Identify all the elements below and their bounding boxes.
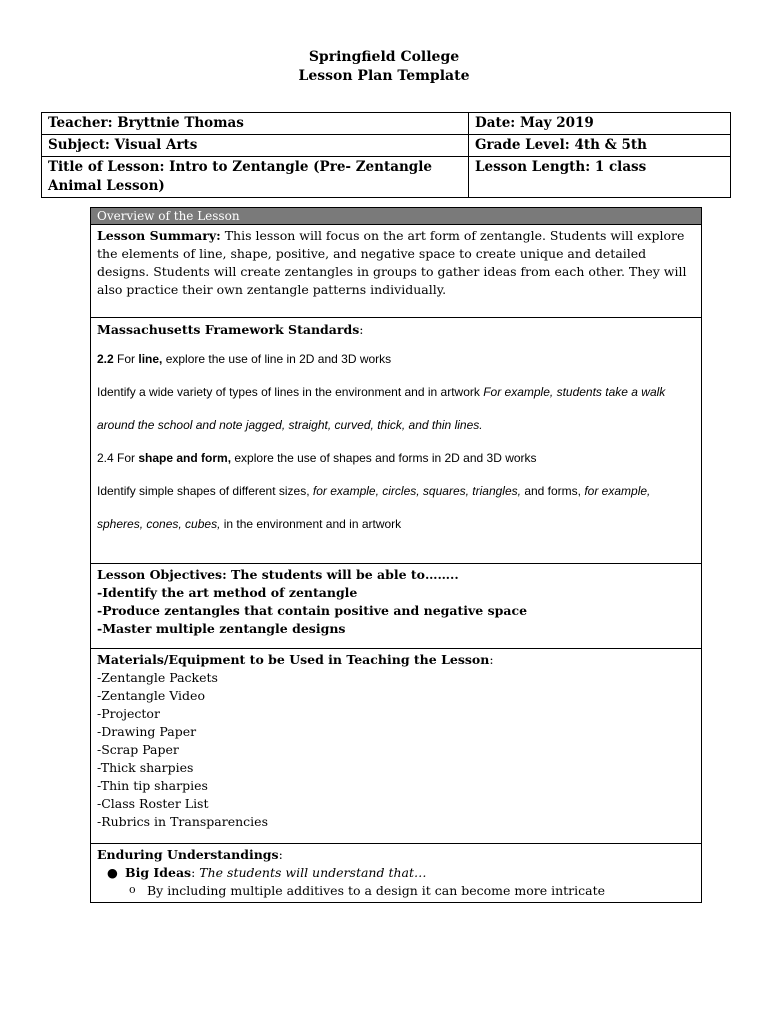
standard-2-2-detail [97,384,695,400]
standard-example: For example, students take a walk [483,385,666,399]
enduring-cell [91,844,702,903]
summary-text: This lesson will focus on the art form of zentangle. Students will explore the elements of line, shape, positive, and negative space to create unique and detailed designs. Students will create zentangles in groups to gather ideas from each other. They will also practice their own zentangle patterns individually. [97,228,687,297]
grade-cell: Grade Level: 4th & 5th [469,135,731,157]
standard-text: For [113,352,139,366]
standard-detail: and forms, [520,484,585,498]
table-row [42,135,731,157]
overview-heading: Overview of the Lesson [91,208,702,225]
standard-detail: Identify simple shapes of different sizes, [97,484,313,498]
material-item: -Projector [97,706,160,721]
table-row [91,208,702,225]
material-item: -Drawing Paper [97,724,197,739]
standard-2-2 [97,351,695,367]
list-item [129,882,695,900]
college-name: Springfield College [308,49,460,65]
objective-item: -Identify the art method of zentangle [97,585,358,600]
material-item: -Rubrics in Transparencies [97,814,268,829]
standard-number: 2.2 [97,352,114,366]
objectives-label: Lesson Objectives: The students will be able to…….. [97,567,459,582]
material-item: -Thick sharpies [97,760,194,775]
big-ideas-label: Big Ideas [125,865,192,880]
big-ideas-colon: : [191,865,200,880]
standards-heading [97,321,695,339]
overview-table [90,207,702,903]
subject-cell: Subject: Visual Arts [42,135,469,157]
big-ideas-sublist [125,882,695,900]
bullet-icon: ● [107,865,118,880]
big-ideas-list [97,864,695,900]
materials-label: Materials/Equipment to be Used in Teaching the Lesson [97,652,490,667]
lesson-title-cell: Title of Lesson: Intro to Zentangle (Pre- Zentangle Animal Lesson) [42,157,469,198]
enduring-colon: : [278,847,283,862]
standard-text: explore the use of line in 2D and 3D works [162,352,392,366]
date-cell: Date: May 2019 [469,113,731,135]
standard-text: explore the use of shapes and forms in 2D and 3D works [231,451,537,465]
summary-label: Lesson Summary: [97,228,221,243]
standard-example: spheres, cones, cubes, [97,517,221,531]
material-item: -Class Roster List [97,796,209,811]
standards-label: Massachusetts Framework Standards [97,322,360,337]
materials-heading [97,651,695,669]
teacher-cell: Teacher: Bryttnie Thomas [42,113,469,135]
materials-colon: : [489,652,494,667]
enduring-label: Enduring Understandings [97,847,279,862]
lesson-length-cell: Lesson Length: 1 class [469,157,731,198]
big-ideas-text: The students will understand that… [199,865,427,880]
standard-number: 2.4 For [97,451,139,465]
circle-bullet-icon: o [129,883,136,896]
material-item: -Scrap Paper [97,742,179,757]
lesson-info-table [41,112,731,198]
template-title: Lesson Plan Template [298,68,470,84]
table-row [91,564,702,649]
table-row [42,113,731,135]
standard-2-4-detail [97,483,695,499]
materials-cell [91,649,702,844]
material-item: -Thin tip sharpies [97,778,208,793]
objective-item: -Produce zentangles that contain positive and negative space [97,603,528,618]
standard-keyword: shape and form, [138,451,232,465]
table-row [91,225,702,318]
standards-colon: : [359,322,364,337]
standard-detail: in the environment and in artwork [220,517,402,531]
standard-2-4 [97,450,695,466]
lesson-summary-cell [91,225,702,318]
standard-keyword: line, [138,352,163,366]
table-row [91,649,702,844]
table-row [91,844,702,903]
material-item: -Zentangle Packets [97,670,218,685]
standard-2-4-example [97,516,695,532]
standards-cell [91,318,702,564]
big-idea-item: By including multiple additives to a design it can become more intricate [147,883,606,898]
table-row [42,157,731,198]
material-item: -Zentangle Video [97,688,205,703]
standard-example: for example, [584,484,651,498]
standard-detail: Identify a wide variety of types of lines in the environment and in artwork [97,385,484,399]
enduring-heading [97,846,695,864]
document-header [0,48,768,86]
objective-item: -Master multiple zentangle designs [97,621,346,636]
standard-2-2-example: around the school and note jagged, straight, curved, thick, and thin lines. [97,418,483,432]
standard-example: for example, circles, squares, triangles, [312,484,521,498]
table-row [91,318,702,564]
list-item [107,864,695,900]
objectives-cell [91,564,702,649]
